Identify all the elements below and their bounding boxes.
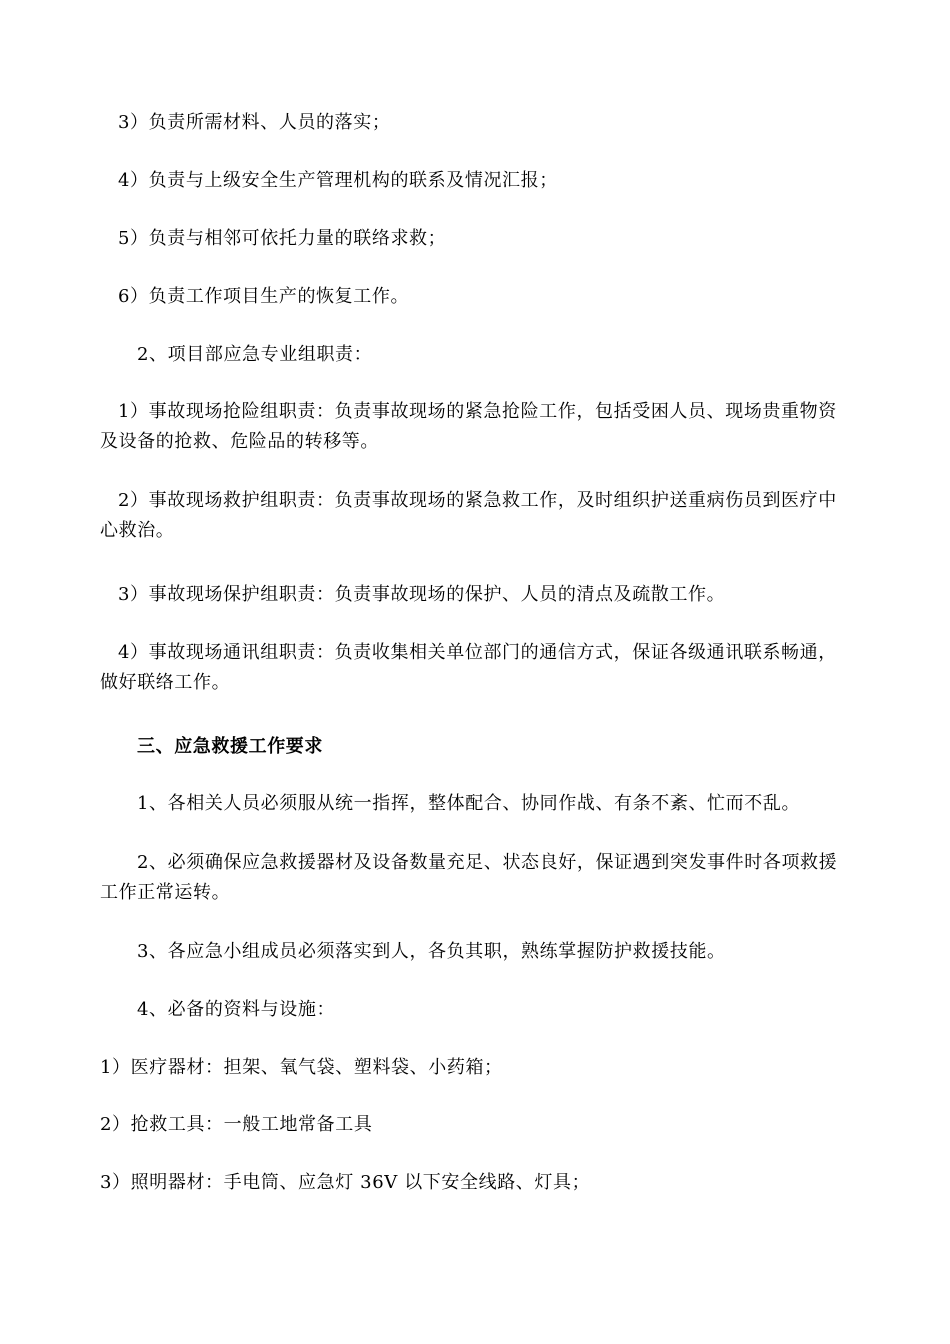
section-heading: 三、应急救援工作要求 <box>137 736 323 757</box>
text-line: 1）医疗器材：担架、氧气袋、塑料袋、小药箱； <box>100 1057 503 1078</box>
text-line: 4）事故现场通讯组职责：负责收集相关单位部门的通信方式，保证各级通讯联系畅通， <box>118 642 837 663</box>
text-line: 3）负责所需材料、人员的落实； <box>118 112 391 133</box>
text-line: 6）负责工作项目生产的恢复工作。 <box>118 286 410 307</box>
text-line: 2、必须确保应急救援器材及设备数量充足、状态良好，保证遇到突发事件时各项救援 <box>137 852 838 873</box>
text-line: 4）负责与上级安全生产管理机构的联系及情况汇报； <box>118 170 558 191</box>
text-line: 2）事故现场救护组职责：负责事故现场的紧急救工作，及时组织护送重病伤员到医疗中 <box>118 490 837 511</box>
text-line: 及设备的抢救、危险品的转移等。 <box>100 431 379 452</box>
text-line: 工作正常运转。 <box>100 882 231 903</box>
text-line: 做好联络工作。 <box>100 672 231 693</box>
text-line: 3）照明器材：手电筒、应急灯 36V 以下安全线路、灯具； <box>100 1172 591 1193</box>
text-line: 5）负责与相邻可依托力量的联络求救； <box>118 228 447 249</box>
section-subheading: 4、必备的资料与设施： <box>137 999 336 1020</box>
section-subheading: 2、项目部应急专业组职责： <box>137 344 373 365</box>
text-line: 2）抢救工具：一般工地常备工具 <box>100 1114 373 1135</box>
text-line: 1）事故现场抢险组职责：负责事故现场的紧急抢险工作，包括受困人员、现场贵重物资 <box>118 401 837 422</box>
text-line: 心救治。 <box>100 520 175 541</box>
text-line: 3）事故现场保护组职责：负责事故现场的保护、人员的清点及疏散工作。 <box>118 584 726 605</box>
text-line: 1、各相关人员必须服从统一指挥，整体配合、协同作战、有条不紊、忙而不乱。 <box>137 793 801 814</box>
text-line: 3、各应急小组成员必须落实到人，各负其职，熟练掌握防护救援技能。 <box>137 941 726 962</box>
